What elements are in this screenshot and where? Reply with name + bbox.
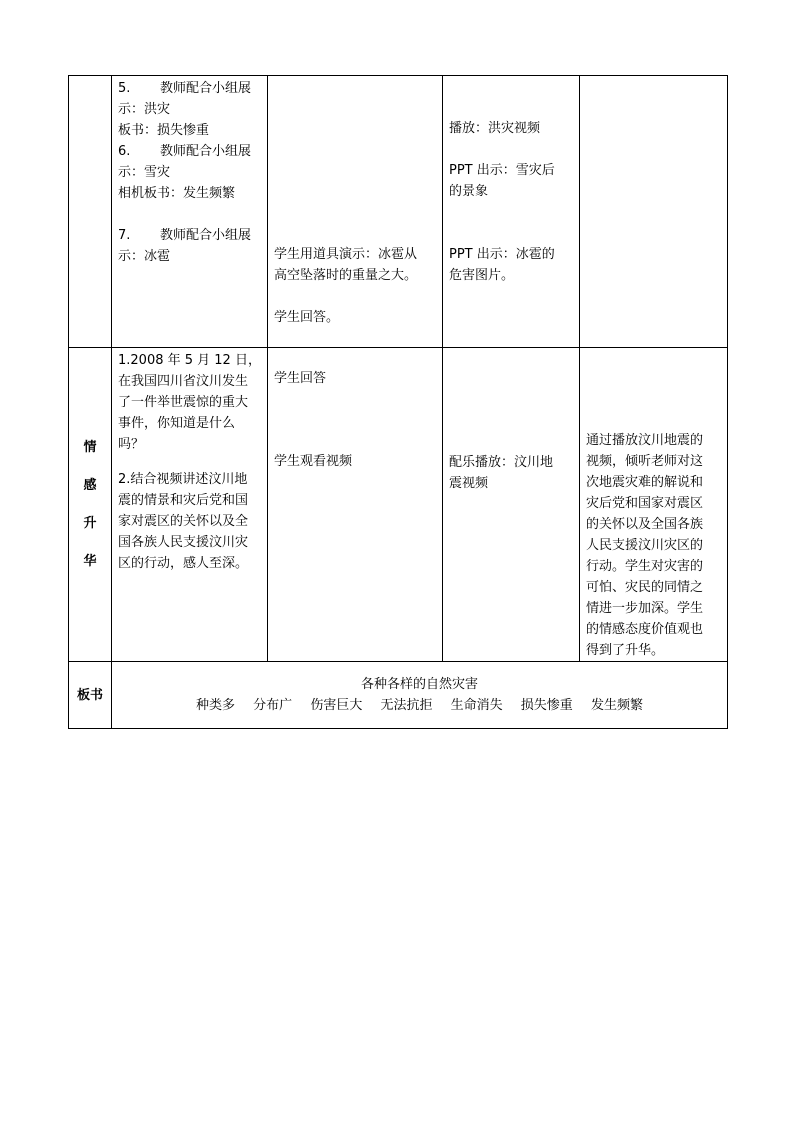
text-line: 吗？ [118, 437, 145, 452]
text-line: 灾后党和国家对震区 [586, 496, 704, 511]
text-line: 示：雪灾 [118, 165, 171, 180]
media-cell [443, 348, 580, 662]
text-line: PPT 出示：冰雹的 [449, 247, 555, 262]
item-5: 5. 教师配合小组展 [118, 81, 252, 96]
board-item: 损失惨重 [520, 698, 573, 713]
text-line: 学生回答 [274, 371, 327, 386]
section-label [69, 348, 112, 662]
text-line: 播放：洪灾视频 [449, 121, 541, 136]
text-line: PPT 出示：雪灾后 [449, 163, 555, 178]
board-items [112, 695, 727, 724]
section-cell-empty [69, 76, 112, 348]
text-line: 次地震灾难的解说和 [586, 475, 704, 490]
section-char: 情 [83, 440, 97, 455]
text-line: 区的行动，感人至深。 [118, 556, 249, 571]
board-item: 无法抗拒 [380, 698, 433, 713]
text-line: 1.2008 年 5 月 12 日， [118, 353, 261, 368]
text-line: 通过播放汶川地震的 [586, 433, 704, 448]
text-line: 相机板书：发生频繁 [118, 186, 236, 201]
text-line: 2.结合视频讲述汶川地 [118, 472, 248, 487]
board-label: 板书 [69, 662, 112, 729]
text-line: 示：冰雹 [118, 249, 171, 264]
text-line: 危害图片。 [449, 268, 515, 283]
text-line: 学生观看视频 [274, 454, 353, 469]
section-char: 升 [83, 516, 97, 531]
section-char: 华 [83, 554, 97, 569]
text-line: 学生回答。 [274, 310, 340, 325]
text-line: 可怕、灾民的同情之 [586, 580, 704, 595]
text-line: 行动。学生对灾害的 [586, 559, 704, 574]
table-row [69, 662, 728, 729]
text-line: 震的情景和灾后党和国 [118, 493, 249, 508]
text-line: 震视频 [449, 476, 489, 491]
text-line: 情进一步加深。学生 [586, 601, 704, 616]
student-activity-cell [268, 76, 443, 348]
text-line: 事件，你知道是什么 [118, 416, 236, 431]
text-line: 国各族人民支援汶川灾 [118, 535, 249, 550]
board-item: 种类多 [196, 698, 236, 713]
text-line: 的景象 [449, 184, 489, 199]
intent-cell [580, 348, 728, 662]
intent-cell-empty [580, 76, 728, 348]
text-line: 得到了升华。 [586, 643, 665, 658]
text-line: 高空坠落时的重量之大。 [274, 268, 418, 283]
lesson-plan-table [68, 75, 728, 729]
text-line: 的关怀以及全国各族 [586, 517, 704, 532]
media-cell [443, 76, 580, 348]
text-line: 的情感态度价值观也 [586, 622, 704, 637]
text-line: 家对震区的关怀以及全 [118, 514, 249, 529]
section-char: 感 [83, 478, 97, 493]
text-line: 学生用道具演示：冰雹从 [274, 247, 418, 262]
text-line: 在我国四川省汶川发生 [118, 374, 249, 389]
item-6: 6. 教师配合小组展 [118, 144, 252, 159]
teacher-activity-cell [112, 76, 268, 348]
board-item: 发生频繁 [590, 698, 643, 713]
text-line: 人民支援汶川灾区的 [586, 538, 704, 553]
item-7: 7. 教师配合小组展 [118, 228, 252, 243]
board-item: 分布广 [253, 698, 293, 713]
table-row [69, 76, 728, 348]
board-content-cell [112, 662, 728, 729]
text-line: 视频，倾听老师对这 [586, 454, 704, 469]
text-line: 了一件举世震惊的重大 [118, 395, 249, 410]
text-line: 板书：损失惨重 [118, 123, 210, 138]
text-line: 示：洪灾 [118, 102, 171, 117]
teacher-activity-cell [112, 348, 268, 662]
board-title: 各种各样的自然灾害 [360, 677, 478, 692]
student-activity-cell [268, 348, 443, 662]
board-item: 生命消失 [450, 698, 503, 713]
text-line: 配乐播放：汶川地 [449, 455, 554, 470]
table-row [69, 348, 728, 662]
board-item: 伤害巨大 [310, 698, 363, 713]
